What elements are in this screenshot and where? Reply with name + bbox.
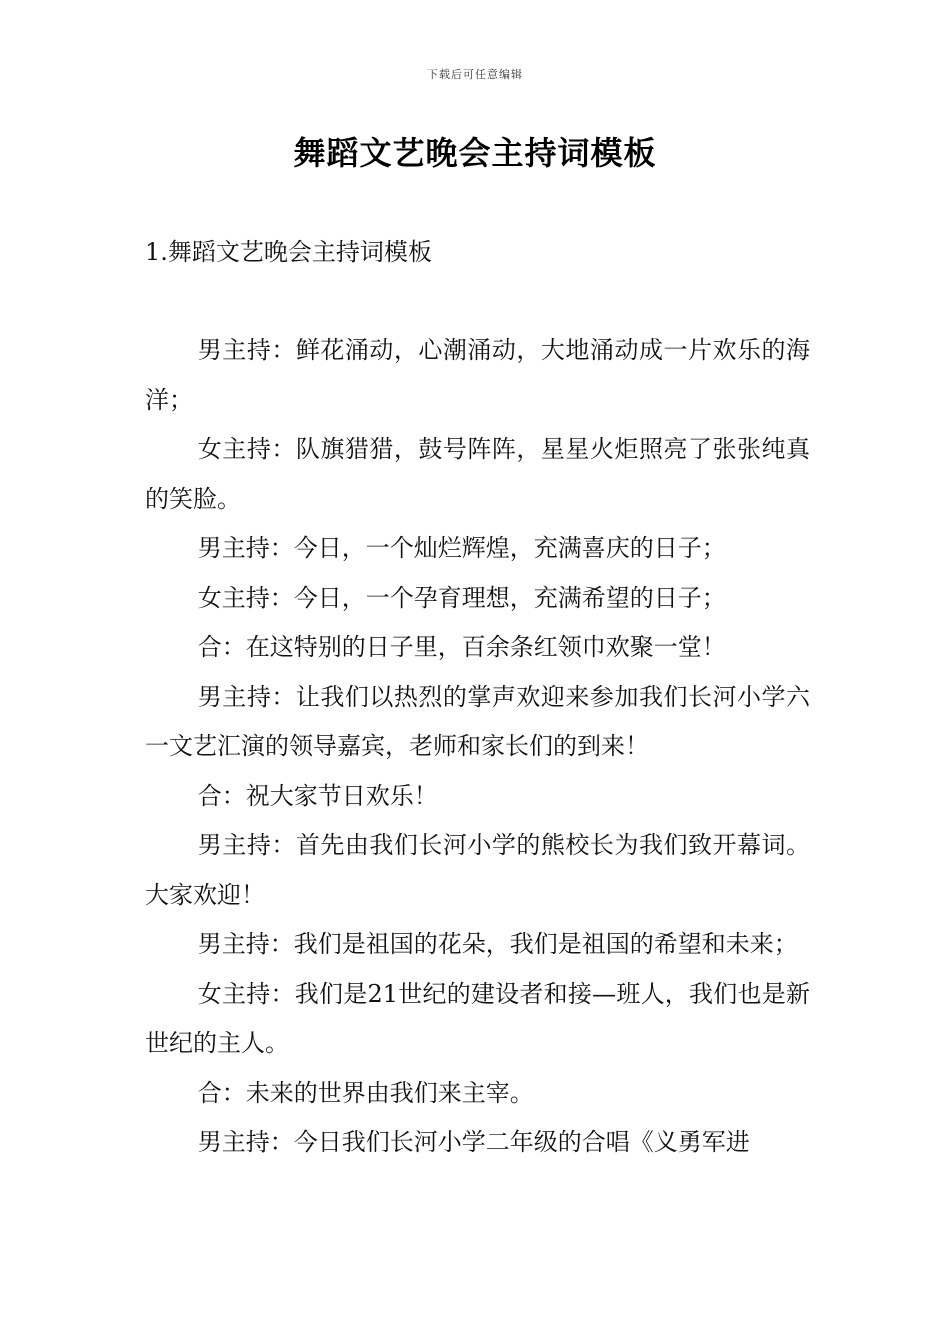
section-heading: 1.舞蹈文艺晚会主持词模板 — [145, 238, 432, 266]
paragraph: 男主持：今日，一个灿烂辉煌，充满喜庆的日子； — [197, 534, 726, 562]
paragraph: 合：未来的世界由我们来主宰。 — [197, 1078, 534, 1107]
paragraph: 男主持：鲜花涌动，心潮涌动，大地涌动成一片欢乐的海洋； — [145, 336, 810, 414]
paragraph: 男主持：我们是祖国的花朵，我们是祖国的希望和未来； — [197, 930, 798, 958]
paragraph: 男主持：让我们以热烈的掌声欢迎来参加我们长河小学六一文艺汇演的领导嘉宾，老师和家长们的到来！ — [145, 682, 810, 760]
paragraph: 合：在这特别的日子里，百余条红领巾欢聚一堂！ — [197, 633, 726, 661]
paragraph: 女主持：队旗猎猎，鼓号阵阵，星星火炬照亮了张张纯真的笑脸。 — [145, 435, 810, 513]
paragraph: 女主持：我们是21世纪的建设者和接—班人，我们也是新世纪的主人。 — [145, 979, 810, 1057]
paragraph: 合：祝大家节日欢乐！ — [197, 781, 438, 810]
paragraph: 男主持：今日我们长河小学二年级的合唱《义勇军进 — [197, 1128, 750, 1156]
header-note: 下载后可任意编辑 — [427, 68, 523, 81]
document-title: 舞蹈文艺晚会主持词模板 — [293, 134, 657, 172]
document-body — [145, 326, 810, 1168]
paragraph: 女主持：今日，一个孕育理想，充满希望的日子； — [197, 583, 726, 612]
paragraph: 男主持：首先由我们长河小学的熊校长为我们致开幕词。大家欢迎！ — [145, 831, 810, 909]
